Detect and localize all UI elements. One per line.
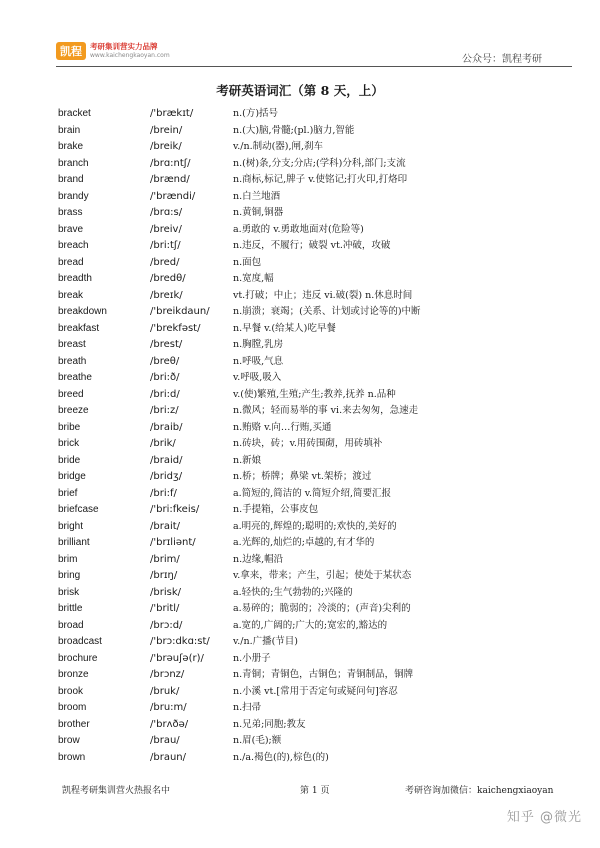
vocab-phonetic: /braun/ xyxy=(150,751,187,763)
vocab-word: brave xyxy=(58,223,84,235)
vocab-meaning: n.兄弟;同胞;教友 xyxy=(233,718,306,730)
vocab-word: break xyxy=(58,289,84,301)
vocab-word: broom xyxy=(58,702,87,713)
vocab-row xyxy=(58,271,558,288)
vocab-phonetic: /'brændi/ xyxy=(150,190,196,202)
vocab-row xyxy=(58,321,558,338)
vocab-phonetic: /bri:tʃ/ xyxy=(150,240,181,251)
vocab-word: brick xyxy=(58,438,80,449)
vocab-row xyxy=(58,123,558,140)
vocab-phonetic: /bred/ xyxy=(150,256,180,268)
vocab-row xyxy=(58,700,558,717)
vocab-row xyxy=(58,552,558,569)
vocab-meaning: a.轻快的;生气勃勃的;兴隆的 xyxy=(233,586,353,598)
vocab-meaning: a.光辉的,灿烂的;卓越的,有才华的 xyxy=(233,537,375,548)
vocab-meaning: vt.打破；中止；违反 vi.破(裂) n.休息时间 xyxy=(233,289,413,301)
vocab-phonetic: /bredθ/ xyxy=(150,273,186,284)
vocab-meaning: a.勇敢的 v.勇敢地面对(危险等) xyxy=(233,223,364,235)
footer-contact: 考研咨询加微信：kaichengxiaoyan xyxy=(405,786,554,796)
vocab-meaning: a.宽的,广阔的;广大的;宽宏的,豁达的 xyxy=(233,619,388,631)
vocab-word: bride xyxy=(58,454,81,466)
vocab-word: bribe xyxy=(58,421,81,433)
vocab-row xyxy=(58,172,558,189)
vocab-word: bridge xyxy=(58,471,86,482)
vocab-phonetic: /brænd/ xyxy=(150,174,190,185)
vocab-meaning: n.手提箱，公事皮包 xyxy=(233,504,319,515)
vocab-row xyxy=(58,469,558,486)
brand-logo xyxy=(56,42,170,60)
vocab-word: breathe xyxy=(58,372,92,383)
vocab-phonetic: /bru:m/ xyxy=(150,702,187,713)
vocabulary-list xyxy=(58,106,558,766)
vocab-row xyxy=(58,139,558,156)
vocab-phonetic: /brisk/ xyxy=(150,586,181,598)
vocab-row xyxy=(58,337,558,354)
logo-mark-icon: 凯程 xyxy=(56,42,86,60)
vocab-meaning: n.黄铜,铜器 xyxy=(233,207,284,218)
vocab-phonetic: /braid/ xyxy=(150,454,183,466)
vocab-phonetic: /breɪk/ xyxy=(150,289,183,301)
page-header xyxy=(0,0,600,72)
vocab-word: brim xyxy=(58,553,78,565)
vocab-row xyxy=(58,436,558,453)
vocab-meaning: v.呼吸,吸入 xyxy=(233,372,282,383)
vocab-row xyxy=(58,205,558,222)
vocab-word: brake xyxy=(58,141,84,152)
vocab-meaning: v./n.制动(器),闸,刹车 xyxy=(233,141,324,152)
vocab-word: broad xyxy=(58,619,84,631)
vocab-phonetic: /brɑ:ntʃ/ xyxy=(150,157,191,169)
vocab-word: bronze xyxy=(58,669,89,680)
vocab-word: breath xyxy=(58,355,87,367)
vocab-meaning: n.小册子 xyxy=(233,652,271,664)
vocab-row xyxy=(58,403,558,420)
vocab-word: brain xyxy=(58,124,81,136)
vocab-row xyxy=(58,453,558,470)
vocab-row xyxy=(58,420,558,437)
vocab-row xyxy=(58,585,558,602)
vocab-row xyxy=(58,519,558,536)
page-footer xyxy=(0,783,600,803)
vocab-phonetic: /brik/ xyxy=(150,438,176,449)
vocab-word: brief xyxy=(58,487,78,499)
vocab-phonetic: /breiv/ xyxy=(150,223,182,235)
vocab-row xyxy=(58,684,558,701)
vocab-meaning: a.简短的,简洁的 v.简短介绍,简要汇报 xyxy=(233,487,392,499)
vocab-word: brisk xyxy=(58,586,80,598)
vocab-row xyxy=(58,354,558,371)
vocab-row xyxy=(58,106,558,123)
logo-url: www.kaichengkaoyan.com xyxy=(90,52,170,59)
vocab-word: brandy xyxy=(58,190,89,202)
vocab-phonetic: /bruk/ xyxy=(150,685,180,697)
vocab-word: bracket xyxy=(58,108,91,119)
vocab-meaning: n.边缘,帽沿 xyxy=(233,553,284,565)
vocab-meaning: n.(大)脑,骨髓;(pl.)脑力,智能 xyxy=(233,124,355,136)
vocab-row xyxy=(58,634,558,651)
vocab-meaning: n.宽度,幅 xyxy=(233,273,274,284)
vocab-meaning: n.商标,标记,牌子 v.使铭记;打火印,打烙印 xyxy=(233,174,408,185)
vocab-word: breakdown xyxy=(58,306,107,317)
vocab-meaning: n.违反，不履行；破裂 vt.冲破，攻破 xyxy=(233,240,391,251)
vocab-row xyxy=(58,156,558,173)
vocab-phonetic: /'brɪliənt/ xyxy=(150,537,196,548)
vocab-row xyxy=(58,189,558,206)
vocab-phonetic: /brɑ:s/ xyxy=(150,207,183,218)
vocab-meaning: n.微风；轻而易举的事 vi.来去匆匆，急速走 xyxy=(233,405,419,416)
vocab-meaning: n.眉(毛);额 xyxy=(233,735,282,746)
vocab-phonetic: /brɔnz/ xyxy=(150,669,185,680)
vocab-phonetic: /'brækɪt/ xyxy=(150,108,194,119)
vocab-word: brow xyxy=(58,735,80,746)
vocab-word: breach xyxy=(58,240,89,251)
vocab-word: brittle xyxy=(58,603,83,614)
vocab-meaning: n.崩溃；衰竭；(关系、计划或讨论等的)中断 xyxy=(233,306,421,317)
vocab-meaning: v.拿来，带来；产生，引起；使处于某状态 xyxy=(233,570,412,581)
vocab-phonetic: /brau/ xyxy=(150,735,180,746)
vocab-word: bright xyxy=(58,520,84,532)
vocab-phonetic: /bri:d/ xyxy=(150,388,180,400)
logo-text xyxy=(90,42,170,60)
vocab-row xyxy=(58,222,558,239)
vocab-meaning: n.青铜；青铜色，古铜色；青铜制品，铜牌 xyxy=(233,669,414,680)
vocab-phonetic: /brim/ xyxy=(150,553,180,565)
vocab-row xyxy=(58,618,558,635)
page-title: 考研英语词汇（第 8 天，上） xyxy=(216,83,384,98)
vocab-phonetic: /braib/ xyxy=(150,421,183,433)
vocab-phonetic: /'brəuʃə(r)/ xyxy=(150,652,204,664)
vocab-meaning: n.胸膛,乳房 xyxy=(233,339,284,350)
vocab-row xyxy=(58,717,558,734)
vocab-phonetic: /brest/ xyxy=(150,339,183,350)
vocab-phonetic: /'breikdaun/ xyxy=(150,306,210,317)
vocab-word: bread xyxy=(58,256,84,268)
vocab-word: breakfast xyxy=(58,322,100,334)
vocab-word: brother xyxy=(58,718,90,730)
vocab-phonetic: /brait/ xyxy=(150,520,181,532)
vocab-word: breeze xyxy=(58,405,89,416)
vocab-phonetic: /brein/ xyxy=(150,124,183,136)
vocab-row xyxy=(58,238,558,255)
vocab-word: brilliant xyxy=(58,537,90,548)
vocab-meaning: n.早餐 v.(给某人)吃早餐 xyxy=(233,322,336,334)
vocab-meaning: a.易碎的；脆弱的；冷淡的；(声音)尖利的 xyxy=(233,603,411,614)
vocab-phonetic: /'brɔ:dkɑ:st/ xyxy=(150,636,210,647)
vocab-row xyxy=(58,601,558,618)
vocab-phonetic: /'brekfəst/ xyxy=(150,322,201,334)
vocab-word: breed xyxy=(58,388,84,400)
header-divider xyxy=(56,66,572,67)
vocab-word: bring xyxy=(58,570,81,581)
vocab-phonetic: /bri:f/ xyxy=(150,487,177,499)
page-number: 第 1 页 xyxy=(300,786,330,796)
vocab-phonetic: /brɪŋ/ xyxy=(150,570,178,581)
vocab-word: breast xyxy=(58,339,86,350)
vocab-word: breadth xyxy=(58,273,92,284)
vocab-phonetic: /'brʌðə/ xyxy=(150,718,189,730)
zhihu-watermark: 知乎 @微光 xyxy=(506,810,582,825)
vocab-meaning: n.新娘 xyxy=(233,454,262,466)
vocab-meaning: n.白兰地酒 xyxy=(233,190,281,202)
vocab-meaning: n.桥；桥牌；鼻梁 vt.架桥；渡过 xyxy=(233,471,372,482)
vocab-row xyxy=(58,667,558,684)
vocab-phonetic: /'bri:fkeis/ xyxy=(150,504,200,515)
vocab-phonetic: /brɔ:d/ xyxy=(150,619,183,631)
vocab-word: branch xyxy=(58,157,89,169)
vocab-phonetic: /bri:ð/ xyxy=(150,372,180,383)
vocab-word: brook xyxy=(58,685,84,697)
logo-slogan: 考研集训营实力品牌 xyxy=(90,42,158,51)
vocab-phonetic: /'britl/ xyxy=(150,603,180,614)
vocab-meaning: n.小溪 vt.[常用于否定句或疑问句]容忍 xyxy=(233,685,398,697)
vocab-word: broadcast xyxy=(58,636,102,647)
vocab-meaning: n.(树)条,分支;分店;(学科)分科,部门;支流 xyxy=(233,157,406,169)
vocab-meaning: n.呼吸,气息 xyxy=(233,355,284,367)
vocab-row xyxy=(58,502,558,519)
vocab-meaning: n.扫帚 xyxy=(233,702,262,713)
account-label: 公众号：凯程考研 xyxy=(462,54,542,65)
vocab-phonetic: /breθ/ xyxy=(150,355,180,367)
vocab-phonetic: /bridʒ/ xyxy=(150,471,183,482)
vocab-meaning: a.明亮的,辉煌的;聪明的;欢快的,美好的 xyxy=(233,520,397,532)
vocab-meaning: n.贿赂 v.向…行贿,买通 xyxy=(233,421,332,433)
vocab-word: brochure xyxy=(58,652,98,664)
vocab-row xyxy=(58,568,558,585)
vocab-meaning: n.砖块，砖；v.用砖围砌，用砖填补 xyxy=(233,438,383,449)
vocab-phonetic: /bri:z/ xyxy=(150,405,179,416)
vocab-row xyxy=(58,370,558,387)
vocab-row xyxy=(58,288,558,305)
vocab-word: brown xyxy=(58,751,86,763)
vocab-word: briefcase xyxy=(58,504,99,515)
vocab-row xyxy=(58,750,558,767)
vocab-meaning: n./a.褐色(的),棕色(的) xyxy=(233,751,329,763)
vocab-meaning: v./n.广播(节目) xyxy=(233,636,299,647)
vocab-phonetic: /breik/ xyxy=(150,141,182,152)
vocab-row xyxy=(58,733,558,750)
vocab-row xyxy=(58,486,558,503)
vocab-row xyxy=(58,535,558,552)
vocab-meaning: n.(方)括号 xyxy=(233,108,279,119)
vocab-row xyxy=(58,651,558,668)
vocab-meaning: v.(使)繁殖,生殖;产生;教养,抚养 n.品种 xyxy=(233,388,396,400)
footer-promo: 凯程考研集训营火热报名中 xyxy=(62,786,171,796)
vocab-row xyxy=(58,304,558,321)
vocab-word: brass xyxy=(58,207,83,218)
vocab-row xyxy=(58,387,558,404)
vocab-meaning: n.面包 xyxy=(233,256,262,268)
vocab-row xyxy=(58,255,558,272)
vocab-word: brand xyxy=(58,174,84,185)
